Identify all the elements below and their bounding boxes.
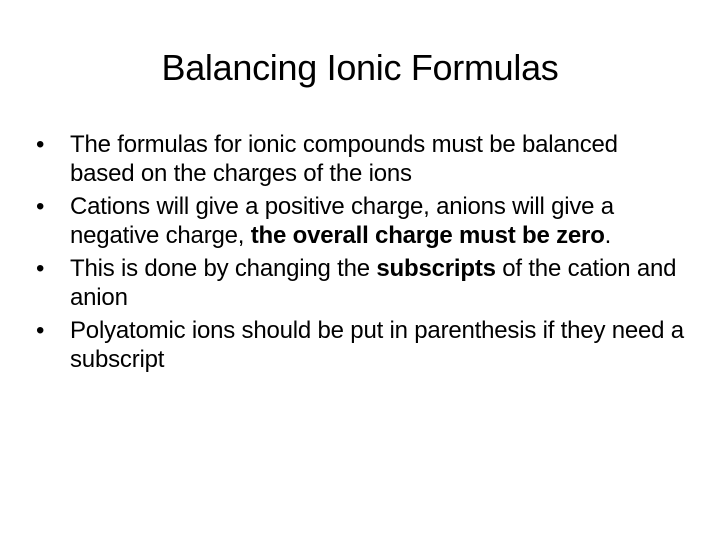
bullet-dot-icon: • — [36, 131, 45, 158]
bullet-item — [36, 254, 684, 312]
slide-title: Balancing Ionic Formulas — [161, 47, 559, 88]
bullet-text: . — [604, 222, 612, 249]
bullet-dot-icon: • — [36, 255, 45, 282]
bullet-item — [36, 192, 684, 250]
bullet-text: Cations will give a positive charge, anions will give a negative charge, — [70, 193, 614, 249]
bullet-list — [36, 130, 684, 378]
bullet-text: Polyatomic ions should be put in parenthesis if they need a subscript — [70, 317, 684, 373]
bullet-dot-icon: • — [36, 317, 45, 344]
bullet-text-bold: the overall charge must be zero — [250, 222, 605, 249]
bullet-text: of the cation and anion — [70, 255, 677, 311]
bullet-item — [36, 130, 684, 188]
bullet-text: The formulas for ionic compounds must be balanced based on the charges of the ions — [70, 131, 618, 187]
bullet-text: This is done by changing the — [70, 255, 377, 282]
bullet-item — [36, 316, 684, 374]
bullet-dot-icon: • — [36, 193, 45, 220]
bullet-text-bold: subscripts — [376, 255, 496, 282]
